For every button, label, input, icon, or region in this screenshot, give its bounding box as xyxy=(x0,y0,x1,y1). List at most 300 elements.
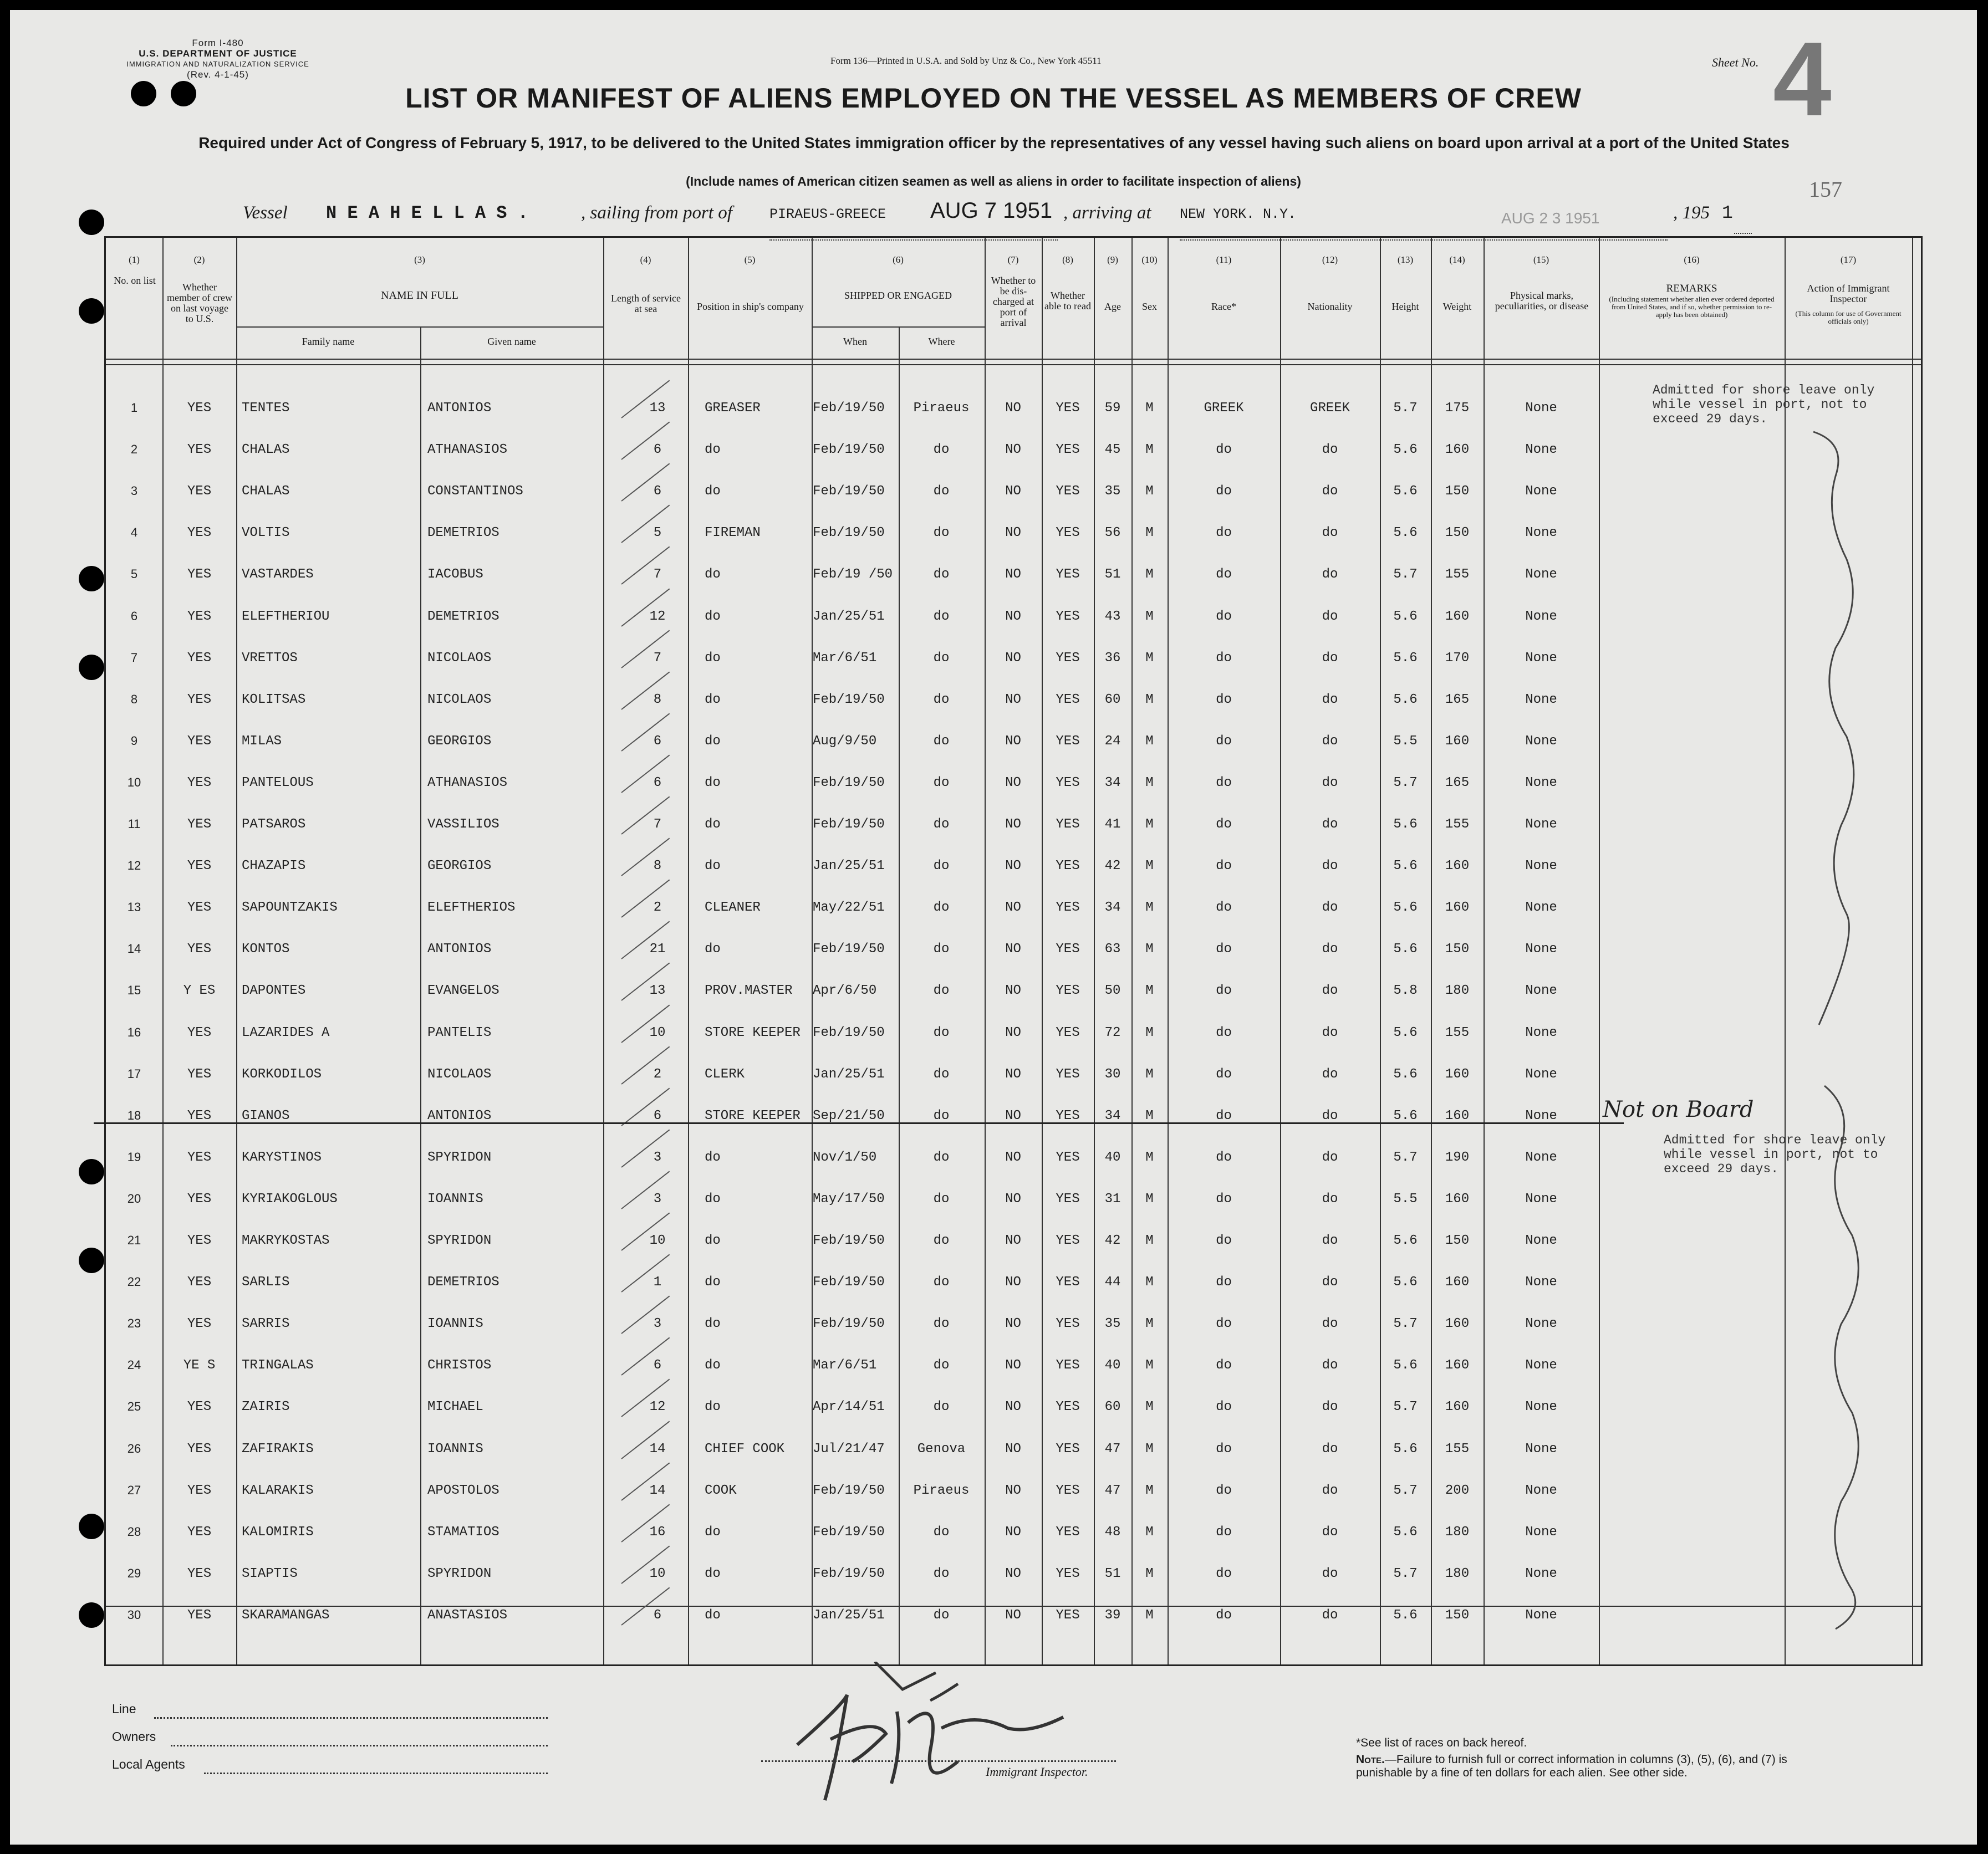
column-number: (3) xyxy=(414,254,425,265)
age-cell: 43 xyxy=(1104,609,1121,624)
sex-cell: M xyxy=(1145,733,1154,749)
able-to-read-cell: YES xyxy=(1056,900,1080,916)
punch-hole xyxy=(79,1159,104,1184)
nationality-cell: do xyxy=(1322,1524,1338,1540)
given-name-cell: CHRISTOS xyxy=(427,1358,492,1373)
vessel-label: Vessel xyxy=(243,203,288,223)
able-to-read-cell: YES xyxy=(1056,817,1080,832)
able-to-read-cell: YES xyxy=(1056,1108,1080,1123)
position-cell: do xyxy=(705,1191,721,1207)
row-number: 28 xyxy=(127,1524,141,1539)
height-cell: 5.6 xyxy=(1393,442,1418,458)
previous-voyage-cell: YES xyxy=(187,1066,212,1082)
service-length-cell: 7 xyxy=(653,817,662,832)
row-number: 19 xyxy=(127,1150,141,1164)
sex-cell: M xyxy=(1145,1108,1154,1123)
height-cell: 5.6 xyxy=(1393,817,1418,832)
height-cell: 5.7 xyxy=(1393,1400,1418,1415)
nationality-cell: do xyxy=(1322,1275,1338,1290)
able-to-read-cell: YES xyxy=(1056,775,1080,790)
given-name-cell: ATHANASIOS xyxy=(427,442,508,458)
previous-voyage-cell: YES xyxy=(187,1233,212,1248)
shipped-when-cell: May/17/50 xyxy=(813,1191,885,1207)
arrival-stamp: AUG 2 3 1951 xyxy=(1501,210,1600,227)
nationality-cell: do xyxy=(1322,817,1338,832)
bracket-line-icon xyxy=(1802,426,1891,1635)
able-to-read-cell: YES xyxy=(1056,484,1080,499)
age-cell: 47 xyxy=(1104,1441,1121,1457)
physical-marks-cell: None xyxy=(1525,442,1557,458)
age-cell: 24 xyxy=(1104,733,1121,749)
height-cell: 5.6 xyxy=(1393,859,1418,874)
age-cell: 63 xyxy=(1104,942,1121,957)
able-to-read-cell: YES xyxy=(1056,942,1080,957)
header-discharged: Whether to be dis-charged at port of arrival xyxy=(991,275,1036,328)
previous-voyage-cell: YES xyxy=(187,1150,212,1165)
race-cell: do xyxy=(1216,859,1232,874)
able-to-read-cell: YES xyxy=(1056,1358,1080,1373)
weight-cell: 160 xyxy=(1445,1191,1470,1207)
row-number: 10 xyxy=(127,775,141,789)
sex-cell: M xyxy=(1145,1233,1154,1248)
discharged-cell: NO xyxy=(1005,817,1021,832)
height-cell: 5.6 xyxy=(1393,900,1418,916)
shipped-when-cell: Feb/19/50 xyxy=(813,942,885,957)
family-name-cell: ZAIRIS xyxy=(242,1400,290,1415)
service-length-cell: 3 xyxy=(653,1191,662,1207)
given-name-cell: STAMATIOS xyxy=(427,1524,499,1540)
sex-cell: M xyxy=(1145,650,1154,666)
weight-cell: 150 xyxy=(1445,525,1470,541)
age-cell: 47 xyxy=(1104,1483,1121,1498)
column-number: (9) xyxy=(1107,254,1118,265)
age-cell: 56 xyxy=(1104,525,1121,541)
previous-voyage-cell: YES xyxy=(187,401,212,416)
shipped-where-cell: Genova xyxy=(917,1441,966,1457)
able-to-read-cell: YES xyxy=(1056,1191,1080,1207)
shipped-when-cell: May/22/51 xyxy=(813,900,885,916)
family-name-cell: TENTES xyxy=(242,401,290,416)
row-number: 4 xyxy=(130,525,138,540)
nationality-cell: do xyxy=(1322,692,1338,707)
previous-voyage-cell: YES xyxy=(187,1441,212,1457)
family-name-cell: GIANOS xyxy=(242,1108,290,1123)
race-cell: do xyxy=(1216,817,1232,832)
discharged-cell: NO xyxy=(1005,1108,1021,1123)
punch-hole xyxy=(79,1602,104,1628)
weight-cell: 155 xyxy=(1445,1441,1470,1457)
weight-cell: 190 xyxy=(1445,1150,1470,1165)
nationality-cell: do xyxy=(1322,942,1338,957)
position-cell: do xyxy=(705,1358,721,1373)
race-cell: do xyxy=(1216,1108,1232,1123)
age-cell: 40 xyxy=(1104,1358,1121,1373)
age-cell: 41 xyxy=(1104,817,1121,832)
header-family-name: Family name xyxy=(302,336,355,347)
sex-cell: M xyxy=(1145,1066,1154,1082)
able-to-read-cell: YES xyxy=(1056,1150,1080,1165)
family-name-cell: KALARAKIS xyxy=(242,1483,314,1498)
sailing-label: , sailing from port of xyxy=(581,203,732,223)
position-cell: do xyxy=(705,692,721,707)
given-name-cell: IOANNIS xyxy=(427,1316,483,1332)
age-cell: 34 xyxy=(1104,1108,1121,1123)
family-name-cell: VOLTIS xyxy=(242,525,290,541)
row-number: 24 xyxy=(127,1358,141,1372)
shipped-where-cell: do xyxy=(933,1316,950,1332)
shipped-where-cell: do xyxy=(933,1524,950,1540)
nationality-cell: do xyxy=(1322,567,1338,583)
header-sex: Sex xyxy=(1142,301,1157,312)
header-inspector-action: Action of Immigrant Inspector xyxy=(1807,283,1890,304)
punch-hole xyxy=(79,566,104,591)
given-name-cell: ANTONIOS xyxy=(427,401,492,416)
sex-cell: M xyxy=(1145,692,1154,707)
age-cell: 34 xyxy=(1104,775,1121,790)
physical-marks-cell: None xyxy=(1525,1025,1557,1040)
shipped-where-cell: do xyxy=(933,1566,950,1581)
service-length-cell: 5 xyxy=(653,525,662,541)
age-cell: 36 xyxy=(1104,650,1121,666)
shipped-where-cell: do xyxy=(933,983,950,999)
height-cell: 5.6 xyxy=(1393,942,1418,957)
service-length-cell: 6 xyxy=(653,775,662,790)
discharged-cell: NO xyxy=(1005,1441,1021,1457)
able-to-read-cell: YES xyxy=(1056,1316,1080,1332)
age-cell: 72 xyxy=(1104,1025,1121,1040)
row-number: 16 xyxy=(127,1025,141,1039)
header-previous-member: Whether member of crew on last voyage to U.S. xyxy=(167,282,232,324)
race-cell: do xyxy=(1216,1524,1232,1540)
nationality-cell: do xyxy=(1322,733,1338,749)
able-to-read-cell: YES xyxy=(1056,525,1080,541)
position-cell: do xyxy=(705,733,721,749)
discharged-cell: NO xyxy=(1005,401,1021,416)
shipped-where-cell: do xyxy=(933,775,950,790)
service-length-cell: 2 xyxy=(653,900,662,916)
previous-voyage-cell: YES xyxy=(187,567,212,583)
family-name-cell: KORKODILOS xyxy=(242,1066,322,1082)
previous-voyage-cell: YE S xyxy=(183,1358,216,1373)
header-when: When xyxy=(843,336,867,347)
able-to-read-cell: YES xyxy=(1056,1607,1080,1623)
service-length-cell: 14 xyxy=(649,1441,666,1457)
position-cell: CHIEF COOK xyxy=(705,1441,785,1457)
shipped-where-cell: do xyxy=(933,1025,950,1040)
sex-cell: M xyxy=(1145,1275,1154,1290)
shipped-where-cell: do xyxy=(933,650,950,666)
previous-voyage-cell: YES xyxy=(187,1275,212,1290)
nationality-cell: do xyxy=(1322,1483,1338,1498)
header-physical-marks: Physical marks, peculiarities, or disease xyxy=(1495,290,1589,311)
able-to-read-cell: YES xyxy=(1056,859,1080,874)
height-cell: 5.6 xyxy=(1393,650,1418,666)
given-name-cell: DEMETRIOS xyxy=(427,1275,499,1290)
sex-cell: M xyxy=(1145,1483,1154,1498)
header-no-on-list: No. on list xyxy=(114,275,156,286)
race-cell: do xyxy=(1216,1400,1232,1415)
discharged-cell: NO xyxy=(1005,1191,1021,1207)
position-cell: do xyxy=(705,817,721,832)
sex-cell: M xyxy=(1145,817,1154,832)
position-cell: do xyxy=(705,1607,721,1623)
row-number: 1 xyxy=(130,401,138,415)
service-length-cell: 8 xyxy=(653,692,662,707)
physical-marks-cell: None xyxy=(1525,1607,1557,1623)
previous-voyage-cell: Y ES xyxy=(183,983,216,999)
shipped-when-cell: Feb/19/50 xyxy=(813,1233,885,1248)
row-number: 6 xyxy=(130,609,138,623)
shipped-where-cell: do xyxy=(933,567,950,583)
able-to-read-cell: YES xyxy=(1056,692,1080,707)
shipped-where-cell: do xyxy=(933,817,950,832)
family-name-cell: CHAZAPIS xyxy=(242,859,306,874)
previous-voyage-cell: YES xyxy=(187,1025,212,1040)
weight-cell: 160 xyxy=(1445,609,1470,624)
able-to-read-cell: YES xyxy=(1056,401,1080,416)
sex-cell: M xyxy=(1145,983,1154,999)
position-cell: STORE KEEPER xyxy=(705,1025,801,1040)
given-name-cell: CONSTANTINOS xyxy=(427,484,523,499)
given-name-cell: ATHANASIOS xyxy=(427,775,508,790)
race-cell: do xyxy=(1216,1025,1232,1040)
discharged-cell: NO xyxy=(1005,1400,1021,1415)
note-text: —Failure to furnish full or correct information in columns (3), (5), (6), and (7) is punishable by a fine of ten dollars for each alien. See other side. xyxy=(1356,1753,1787,1779)
column-number: (12) xyxy=(1322,254,1338,265)
height-cell: 5.6 xyxy=(1393,484,1418,499)
penalty-note xyxy=(1356,1753,1833,1780)
nationality-cell: do xyxy=(1322,525,1338,541)
nationality-cell: do xyxy=(1322,1316,1338,1332)
column-number: (10) xyxy=(1141,254,1158,265)
given-name-cell: ANTONIOS xyxy=(427,942,492,957)
age-cell: 40 xyxy=(1104,1150,1121,1165)
service-length-cell: 7 xyxy=(653,567,662,583)
header-remarks-note: (Including statement whether alien ever ordered deported from United States, and if so, whether permission to re-apply has been obtained) xyxy=(1609,295,1775,319)
row-number: 3 xyxy=(130,484,138,498)
sex-cell: M xyxy=(1145,1191,1154,1207)
shipped-where-cell: Piraeus xyxy=(913,401,970,416)
given-name-cell: IOANNIS xyxy=(427,1441,483,1457)
header-able-to-read: Whether able to read xyxy=(1044,290,1091,311)
service-length-cell: 6 xyxy=(653,1607,662,1623)
given-name-cell: VASSILIOS xyxy=(427,817,499,832)
shipped-where-cell: do xyxy=(933,1066,950,1082)
able-to-read-cell: YES xyxy=(1056,567,1080,583)
discharged-cell: NO xyxy=(1005,692,1021,707)
previous-voyage-cell: YES xyxy=(187,942,212,957)
age-cell: 50 xyxy=(1104,983,1121,999)
able-to-read-cell: YES xyxy=(1056,609,1080,624)
shipped-where-cell: do xyxy=(933,609,950,624)
row-number: 8 xyxy=(130,692,138,706)
physical-marks-cell: None xyxy=(1525,900,1557,916)
weight-cell: 160 xyxy=(1445,1275,1470,1290)
discharged-cell: NO xyxy=(1005,1150,1021,1165)
shipped-where-cell: do xyxy=(933,733,950,749)
row-number: 11 xyxy=(128,817,141,831)
shipped-where-cell: do xyxy=(933,859,950,874)
row-number: 21 xyxy=(127,1233,141,1247)
given-name-cell: SPYRIDON xyxy=(427,1150,492,1165)
position-cell: do xyxy=(705,1233,721,1248)
shipped-where-cell: do xyxy=(933,1233,950,1248)
service-length-cell: 3 xyxy=(653,1150,662,1165)
column-number: (6) xyxy=(893,254,904,265)
arrival-port: NEW YORK. N.Y. xyxy=(1180,203,1668,241)
height-cell: 5.7 xyxy=(1393,1483,1418,1498)
nationality-cell: GREEK xyxy=(1309,401,1350,416)
weight-cell: 155 xyxy=(1445,817,1470,832)
family-name-cell: KONTOS xyxy=(242,942,290,957)
race-cell: do xyxy=(1216,692,1232,707)
given-name-cell: GEORGIOS xyxy=(427,859,492,874)
weight-cell: 160 xyxy=(1445,1400,1470,1415)
shipped-when-cell: Feb/19/50 xyxy=(813,817,885,832)
nationality-cell: do xyxy=(1322,1607,1338,1623)
able-to-read-cell: YES xyxy=(1056,1025,1080,1040)
sheet-number: 4 xyxy=(1773,21,1832,138)
discharged-cell: NO xyxy=(1005,983,1021,999)
position-cell: do xyxy=(705,1150,721,1165)
able-to-read-cell: YES xyxy=(1056,1066,1080,1082)
able-to-read-cell: YES xyxy=(1056,983,1080,999)
legal-requirement: Required under Act of Congress of February 5, 1917, to be delivered to the United States immigration officer by the representatives of any vessel having such aliens on board upon arrival at a port of the United States xyxy=(198,134,1790,151)
physical-marks-cell: None xyxy=(1525,1066,1557,1082)
race-cell: do xyxy=(1216,609,1232,624)
given-name-cell: NICOLAOS xyxy=(427,1066,492,1082)
service-length-cell: 6 xyxy=(653,1358,662,1373)
position-cell: STORE KEEPER xyxy=(705,1108,801,1123)
shipped-when-cell: Aug/9/50 xyxy=(813,733,877,749)
position-cell: do xyxy=(705,442,721,458)
height-cell: 5.5 xyxy=(1393,1191,1418,1207)
family-name-cell: KALOMIRIS xyxy=(242,1524,314,1540)
weight-cell: 180 xyxy=(1445,983,1470,999)
sex-cell: M xyxy=(1145,401,1154,416)
crew-table xyxy=(104,236,1923,1666)
races-note: *See list of races on back hereof. xyxy=(1356,1736,1527,1749)
nationality-cell: do xyxy=(1322,1108,1338,1123)
nationality-cell: do xyxy=(1322,650,1338,666)
physical-marks-cell: None xyxy=(1525,1566,1557,1581)
race-cell: do xyxy=(1216,1483,1232,1498)
previous-voyage-cell: YES xyxy=(187,1191,212,1207)
service-length-cell: 6 xyxy=(653,484,662,499)
header-shipped-engaged: SHIPPED OR ENGAGED xyxy=(844,290,952,301)
height-cell: 5.6 xyxy=(1393,609,1418,624)
discharged-cell: NO xyxy=(1005,1275,1021,1290)
shipped-where-cell: do xyxy=(933,1108,950,1123)
race-cell: do xyxy=(1216,442,1232,458)
physical-marks-cell: None xyxy=(1525,692,1557,707)
physical-marks-cell: None xyxy=(1525,567,1557,583)
physical-marks-cell: None xyxy=(1525,1316,1557,1332)
discharged-cell: NO xyxy=(1005,1025,1021,1040)
race-cell: do xyxy=(1216,1233,1232,1248)
column-number: (16) xyxy=(1684,254,1700,265)
family-name-cell: PATSAROS xyxy=(242,817,306,832)
row-number: 25 xyxy=(127,1400,141,1414)
race-cell: GREEK xyxy=(1204,401,1244,416)
age-cell: 31 xyxy=(1104,1191,1121,1207)
family-name-cell: ELEFTHERIOU xyxy=(242,609,330,624)
nationality-cell: do xyxy=(1322,442,1338,458)
shipped-when-cell: Jan/25/51 xyxy=(813,859,885,874)
race-cell: do xyxy=(1216,900,1232,916)
previous-voyage-cell: YES xyxy=(187,859,212,874)
age-cell: 45 xyxy=(1104,442,1121,458)
shipped-when-cell: Feb/19 /50 xyxy=(813,567,893,583)
height-cell: 5.6 xyxy=(1393,1358,1418,1373)
position-cell: do xyxy=(705,859,721,874)
position-cell: do xyxy=(705,484,721,499)
previous-voyage-cell: YES xyxy=(187,817,212,832)
weight-cell: 160 xyxy=(1445,442,1470,458)
physical-marks-cell: None xyxy=(1525,1108,1557,1123)
column-number: (5) xyxy=(744,254,756,265)
position-cell: do xyxy=(705,1566,721,1581)
service-length-cell: 16 xyxy=(649,1524,666,1540)
position-cell: do xyxy=(705,1524,721,1540)
age-cell: 60 xyxy=(1104,692,1121,707)
given-name-cell: MICHAEL xyxy=(427,1400,483,1415)
weight-cell: 150 xyxy=(1445,942,1470,957)
weight-cell: 160 xyxy=(1445,1066,1470,1082)
family-name-cell: CHALAS xyxy=(242,442,290,458)
header-remarks: REMARKS xyxy=(1666,283,1717,294)
punch-hole xyxy=(79,298,104,324)
sex-cell: M xyxy=(1145,1400,1154,1415)
height-cell: 5.6 xyxy=(1393,1441,1418,1457)
header-length-of-service: Length of service at sea xyxy=(611,293,681,314)
sheet-number-label: Sheet No. xyxy=(1712,55,1759,69)
previous-voyage-cell: YES xyxy=(187,525,212,541)
service-length-cell: 13 xyxy=(649,401,666,416)
family-name-cell: SIAPTIS xyxy=(242,1566,298,1581)
given-name-cell: APOSTOLOS xyxy=(427,1483,499,1498)
discharged-cell: NO xyxy=(1005,1358,1021,1373)
discharged-cell: NO xyxy=(1005,609,1021,624)
height-cell: 5.6 xyxy=(1393,1275,1418,1290)
physical-marks-cell: None xyxy=(1525,1358,1557,1373)
previous-voyage-cell: YES xyxy=(187,1108,212,1123)
shipped-when-cell: Apr/14/51 xyxy=(813,1400,885,1415)
given-name-cell: IACOBUS xyxy=(427,567,483,583)
service-length-cell: 3 xyxy=(653,1316,662,1332)
form-identifier: Form I-480 U.S. DEPARTMENT OF JUSTICE IMMIGRATION AND NATURALIZATION SERVICE (Rev. 4-1-45) xyxy=(126,38,309,80)
page-title: LIST OR MANIFEST OF ALIENS EMPLOYED ON THE VESSEL AS MEMBERS OF CREW xyxy=(405,83,1582,114)
position-cell: do xyxy=(705,650,721,666)
footer-owners-label: Owners xyxy=(112,1729,156,1744)
shipped-when-cell: Jan/25/51 xyxy=(813,609,885,624)
previous-voyage-cell: YES xyxy=(187,1316,212,1332)
sex-cell: M xyxy=(1145,1150,1154,1165)
height-cell: 5.6 xyxy=(1393,525,1418,541)
family-name-cell: MILAS xyxy=(242,733,282,749)
shipped-when-cell: Feb/19/50 xyxy=(813,1566,885,1581)
shipped-when-cell: Feb/19/50 xyxy=(813,1524,885,1540)
row-strikethrough xyxy=(94,1122,1624,1124)
previous-voyage-cell: YES xyxy=(187,1524,212,1540)
nationality-cell: do xyxy=(1322,1191,1338,1207)
row-number: 17 xyxy=(127,1066,141,1081)
discharged-cell: NO xyxy=(1005,1566,1021,1581)
nationality-cell: do xyxy=(1322,1025,1338,1040)
previous-voyage-cell: YES xyxy=(187,650,212,666)
nationality-cell: do xyxy=(1322,1233,1338,1248)
physical-marks-cell: None xyxy=(1525,1441,1557,1457)
